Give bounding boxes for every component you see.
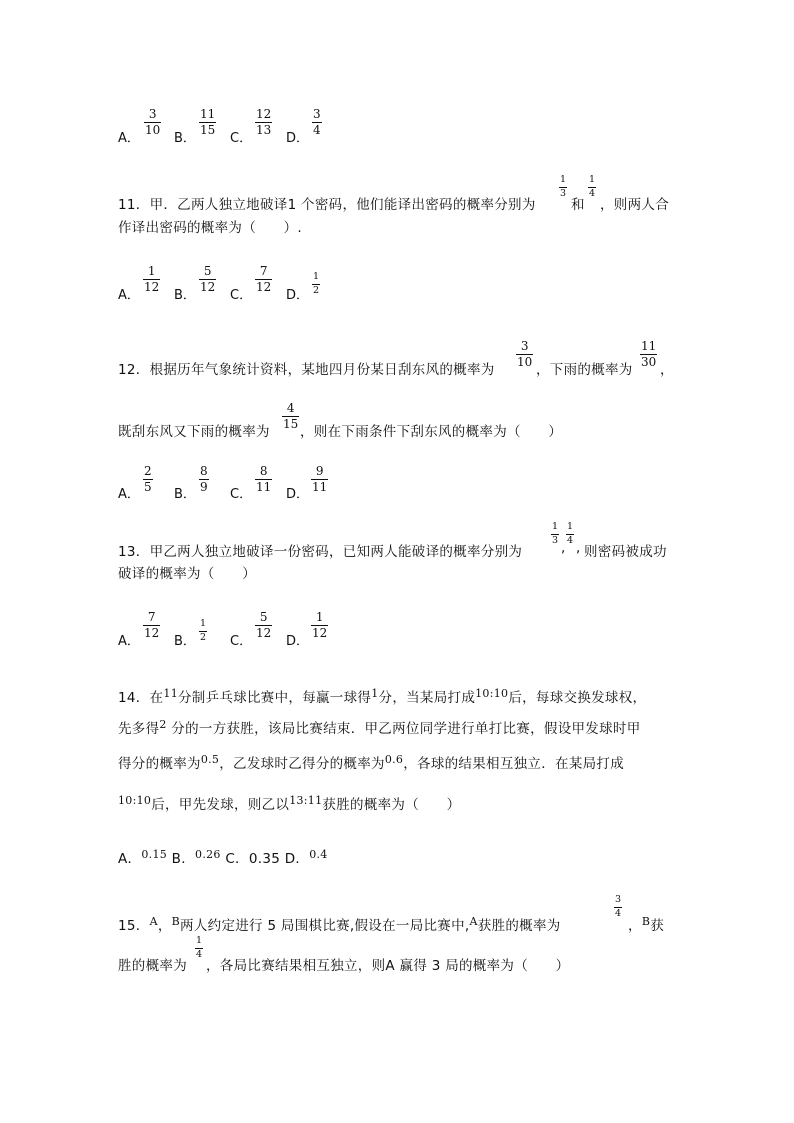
q10-option-a-letter[interactable]: A．: [118, 131, 140, 146]
q12-option-b-fraction: 8 9: [200, 464, 208, 494]
q13-stem-line2: 破译的概率为（ ）: [118, 566, 256, 582]
q10-option-a-fraction: 3 10: [145, 107, 161, 137]
q14-stem-line4: $^{10:10}$后，甲先发球，则乙以$^{13:11}$获胜的概率为（ ）: [118, 794, 461, 813]
q12-fraction-1: 3 10: [517, 339, 533, 369]
q14-option-d[interactable]: D．$^{0.4}$: [284, 848, 328, 867]
q15-stem-line2-end: ，各局比赛结果相互独立，则A 赢得 3 局的概率为（ ）: [206, 958, 570, 974]
q12-option-a-fraction: 2 5: [144, 464, 152, 494]
q11-option-a-fraction: 1 12: [144, 264, 160, 294]
q15-stem-line1-end: ，$^B$获: [628, 915, 665, 934]
q13-fraction-2: 1 4: [567, 521, 574, 546]
q11-stem-line1: 11．甲．乙两人独立地破译1 个密码，他们能译出密码的概率分别为: [118, 197, 536, 213]
q15-fraction-2: 1 4: [196, 935, 203, 960]
q11-stem-line1-end: ，则两人合: [600, 197, 669, 213]
q12-stem-line2: 既刮东风又下雨的概率为: [118, 424, 270, 440]
q15-fraction-1: 3 4: [615, 894, 622, 919]
q13-stem-line1: 13．甲乙两人独立地破译一份密码，已知两人能破译的概率分别为: [118, 544, 523, 560]
q12-option-d-letter[interactable]: D．: [286, 487, 310, 502]
q10-option-c-fraction: 12 13: [256, 107, 272, 137]
q13-option-b-letter[interactable]: B．: [174, 634, 196, 649]
q14-stem-line1: 14．在$^{11}$分制乒乓球比赛中，每赢一球得$^1$分，当某局打成$^{10:10}$后，每球交换发球权，: [118, 687, 647, 706]
q10-option-d-fraction: 3 4: [313, 107, 321, 137]
q14-stem-line3: 得分的概率为$^{0.5}$，乙发球时乙得分的概率为$^{0.6}$，各球的结果相互独立．在某局打成: [118, 753, 625, 772]
q13-option-d-fraction: 1 12: [312, 610, 328, 640]
q12-stem-line2-end: ，则在下雨条件下刮东风的概率为（ ）: [300, 424, 563, 440]
q15-stem-line1: 15．$^A$，$^B$两人约定进行 5 局围棋比赛,假设在一局比赛中,$^A$获胜的概率为: [118, 915, 561, 934]
q10-option-b-letter[interactable]: B．: [174, 131, 196, 146]
q13-option-c-letter[interactable]: C．: [230, 634, 253, 649]
q13-stem-line1-end: 则密码被成功: [584, 544, 667, 560]
q11-option-d-fraction: 1 2: [313, 271, 320, 296]
q13-option-c-fraction: 5 12: [256, 610, 272, 640]
q13-option-d-letter[interactable]: D．: [286, 634, 310, 649]
q15-stem-line2: 胜的概率为: [118, 958, 187, 974]
q12-option-c-fraction: 8 11: [256, 464, 272, 494]
q11-option-b-fraction: 5 12: [200, 264, 216, 294]
q12-option-b-letter[interactable]: B．: [174, 487, 196, 502]
q13-option-a-letter[interactable]: A．: [118, 634, 140, 649]
q12-option-c-letter[interactable]: C．: [230, 487, 253, 502]
q12-option-d-fraction: 9 11: [312, 464, 328, 494]
q13-option-b-fraction: 1 2: [200, 618, 207, 643]
q11-option-c-letter[interactable]: C．: [230, 288, 253, 303]
q11-option-c-fraction: 7 12: [256, 264, 272, 294]
q10-option-b-fraction: 11 15: [200, 107, 216, 137]
q12-stem-line1-mid: ，下雨的概率为: [536, 362, 633, 378]
q13-comma-2: ,: [576, 540, 581, 556]
q12-fraction-3: 4 15: [283, 401, 299, 431]
q14-option-b[interactable]: B．$^{0.26}$: [171, 848, 221, 867]
q11-option-a-letter[interactable]: A．: [118, 288, 140, 303]
q10-option-c-letter[interactable]: C．: [230, 131, 253, 146]
q10-option-d-letter[interactable]: D．: [286, 131, 310, 146]
q12-stem-line1: 12．根据历年气象统计资料，某地四月份某日刮东风的概率为: [118, 362, 495, 378]
q12-option-a-letter[interactable]: A．: [118, 487, 140, 502]
q14-option-a[interactable]: A．$^{0.15}$: [118, 848, 168, 867]
q11-and: 和: [571, 197, 585, 213]
q13-option-a-fraction: 7 12: [144, 610, 160, 640]
q11-fraction-1: 1 3: [560, 174, 567, 199]
q14-options: [118, 848, 328, 868]
q11-option-b-letter[interactable]: B．: [174, 288, 196, 303]
q12-stem-line1-end: ，: [660, 362, 674, 378]
q11-stem-line2: 作译出密码的概率为（ ）.: [118, 220, 302, 236]
q12-fraction-2: 11 30: [641, 339, 657, 369]
q13-comma-1: ,: [561, 540, 566, 556]
q13-fraction-1: 1 3: [552, 521, 559, 546]
q11-option-d-letter[interactable]: D．: [286, 288, 310, 303]
q14-stem-line2: 先多得$^2$ 分的一方获胜，该局比赛结束．甲乙两位同学进行单打比赛，假设甲发球时甲: [118, 718, 641, 737]
q11-fraction-2: 1 4: [589, 174, 596, 199]
q14-option-c[interactable]: C．0.35: [225, 851, 281, 867]
